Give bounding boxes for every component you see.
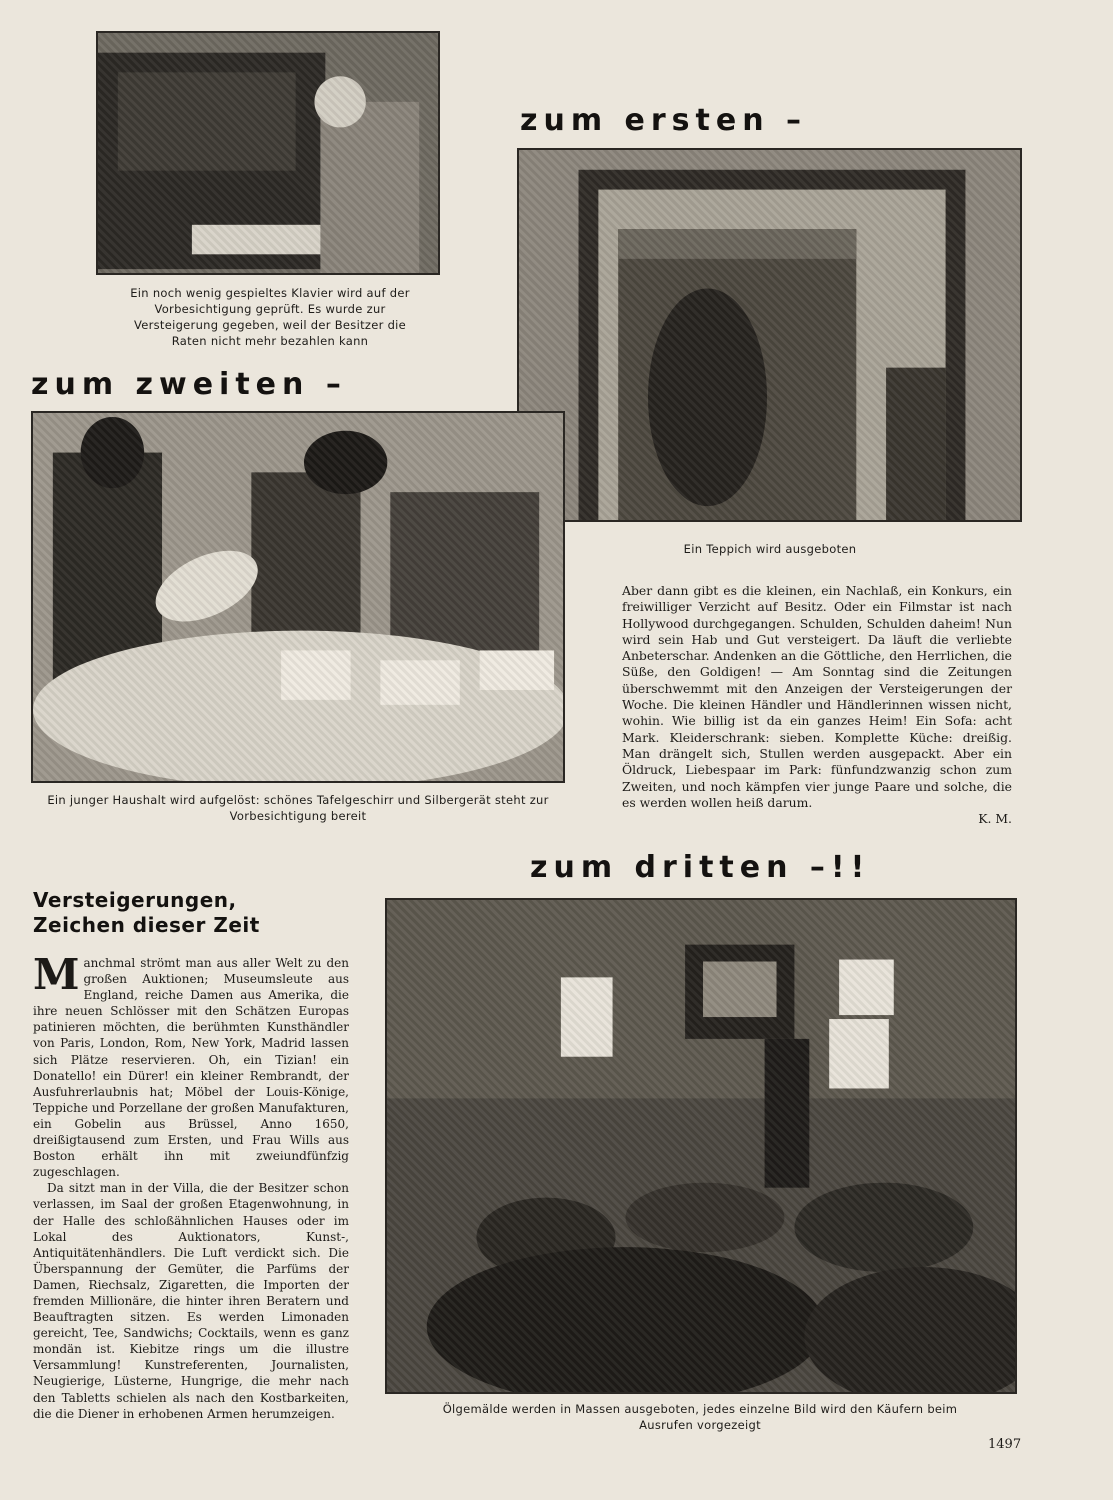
tableware-photo: [31, 411, 565, 783]
side-article-body: Aber dann gibt es die kleinen, ein Nachlaß, ein Konkurs, ein freiwilliger Verzicht auf Besitz. Oder ein Filmstar ist nach Hollywood durchgegangen. Schulden, Schulden daheim! Nun wird sein Hab und Gut versteigert. Da läuft die verliebte Anbeterschar. Andenken an die Göttliche, den Herrlichen, die Süße, den Goldigen! — Am Sonntag sind die Zeitungen überschwemmt mit den Anzeigen der Versteigerungen der Woche. Die kleinen Händler und Händlerinnen wissen nicht, wohin. Wie billig ist da ein ganzes Heim! Ein Sofa: acht Mark. Kleiderschrank: sieben. Komplette Küche: dreißig. Man drängelt sich, Stullen werden ausgepackt. Aber ein Öldruck, Liebespaar im Park: fünfundzwanzig schon zum Zweiten, und noch kämpfen vier junge Paare und solche, die es werden wollen heiß darum.: [622, 583, 1012, 810]
carpet-photo: [517, 148, 1022, 522]
piano-caption: Ein noch wenig gespieltes Klavier wird auf der Vorbesichtigung geprüft. Es wurde zur Versteigerung gegeben, weil der Besitzer die Raten nicht mehr bezahlen kann: [130, 286, 410, 348]
article-title-line2: Zeichen dieser Zeit: [33, 913, 260, 937]
article-dropcap: M: [33, 950, 80, 999]
side-article-signature: K. M.: [978, 811, 1012, 827]
page-number: 1497: [988, 1437, 1022, 1452]
tableware-caption: Ein junger Haushalt wird aufgelöst: schönes Tafelgeschirr und Silbergerät steht zur Vorbesichtigung bereit: [47, 793, 549, 823]
headline-second: zum zweiten –: [31, 367, 347, 402]
headline-first: zum ersten –: [520, 103, 808, 138]
headline-third: zum dritten –!!: [530, 850, 871, 885]
carpet-caption: Ein Teppich wird ausgeboten: [683, 542, 857, 556]
article-paragraph-1: anchmal strömt man aus aller Welt zu den großen Auktionen; Museumsleute aus England, reiche Damen aus Amerika, die ihre neuen Schlösser mit den Schätzen Europas patinieren möchten, die berühmten Kunsthändler von Paris, London, Rom, New York, Madrid lassen sich Plätze reservieren. Oh, ein Tizian! ein Donatello! ein Dürer! ein kleiner Rembrandt, der Ausfuhrerlaubnis hat; Möbel der Louis-Könige, Teppiche und Porzellane der großen Manufakturen, ein Gobelin aus Brüssel, Anno 1650, dreißigtausend zum Ersten, und Frau Wills aus Boston erhält ihn mit zweiundfünfzig zugeschlagen.: [33, 956, 349, 1180]
article-title: [33, 888, 353, 938]
article-body: [33, 950, 349, 1422]
paintings-caption: Ölgemälde werden in Massen ausgeboten, jedes einzelne Bild wird den Käufern beim Ausrufen vorgezeigt: [442, 1402, 958, 1432]
paintings-photo: [385, 898, 1017, 1394]
side-article-text: [622, 583, 1012, 827]
article-title-line1: Versteigerungen,: [33, 888, 237, 912]
piano-photo: [96, 31, 440, 275]
article-paragraph-2: Da sitzt man in der Villa, die der Besitzer schon verlassen, im Saal der großen Etagenwohnung, in der Halle des schloßähnlichen Hauses oder im Lokal des Auktionators, Kunst-, Antiquitätenhändlers. Die Luft verdickt sich. Die Überspannung der Gemüter, die Parfüms der Damen, Riechsalz, Zigaretten, die Importen der fremden Millionäre, die hinter ihren Beratern und Beauftragten sitzen. Es werden Limonaden gereicht, Tee, Sandwichs; Cocktails, wenn es ganz mondän ist. Kiebitze rings um die illustre Versammlung! Kunstreferenten, Journalisten, Neugierige, Lüsterne, Hungrige, die mehr nach den Tabletts schielen als nach den Kostbarkeiten, die die Diener in erhobenen Armen herumzeigen.: [33, 1181, 349, 1421]
